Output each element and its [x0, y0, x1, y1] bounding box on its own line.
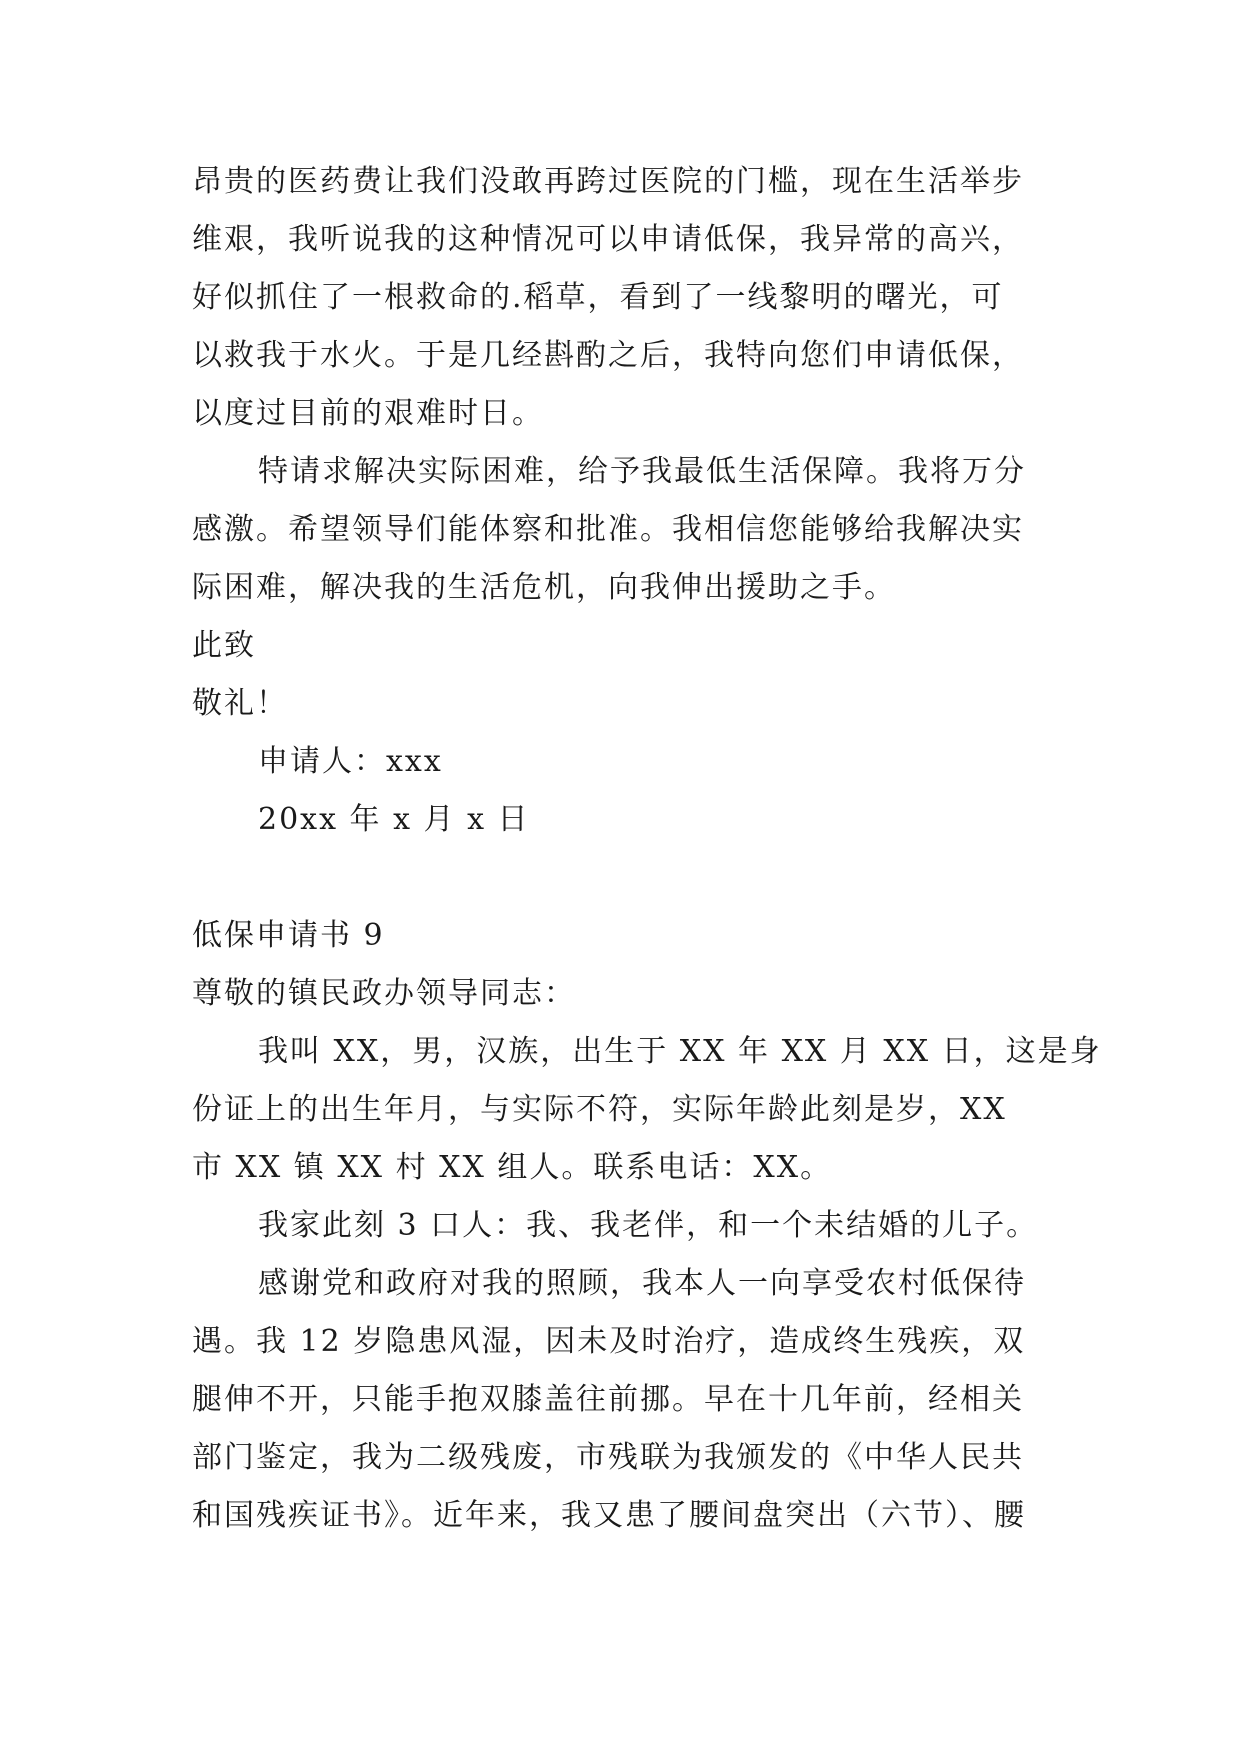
text-line: 和国残疾证书》。近年来，我又患了腰间盘突出（六节）、腰	[192, 1498, 1026, 1533]
text-line: 遇。我 12 岁隐患风湿，因未及时治疗，造成终生残疾，双	[192, 1324, 1026, 1359]
text-line: 腿伸不开，只能手抱双膝盖往前挪。早在十几年前，经相关	[192, 1382, 1024, 1417]
text-line: 好似抓住了一根救命的.稻草，看到了一线黎明的曙光，可	[192, 280, 1004, 315]
closing-line: 此致	[192, 628, 256, 663]
text-line: 我叫 XX，男，汉族，出生于 XX 年 XX 月 XX 日，这是身	[258, 1034, 1102, 1069]
text-line: 昂贵的医药费让我们没敢再跨过医院的门槛，现在生活举步	[192, 164, 1024, 199]
text-line: 以救我于水火。于是几经斟酌之后，我特向您们申请低保，	[192, 338, 1024, 373]
text-line: 感激。希望领导们能体察和批准。我相信您能够给我解决实	[192, 512, 1024, 547]
text-line: 维艰，我听说我的这种情况可以申请低保，我异常的高兴，	[192, 222, 1024, 257]
text-line: 感谢党和政府对我的照顾，我本人一向享受农村低保待	[258, 1266, 1026, 1301]
date-line: 20xx 年 x 月 x 日	[258, 802, 530, 837]
section-title: 低保申请书 9	[192, 918, 385, 953]
text-line: 部门鉴定，我为二级残废，市残联为我颁发的《中华人民共	[192, 1440, 1024, 1475]
text-line: 市 XX 镇 XX 村 XX 组人。联系电话：XX。	[192, 1150, 833, 1185]
text-line: 以度过目前的艰难时日。	[192, 396, 544, 431]
text-line: 特请求解决实际困难，给予我最低生活保障。我将万分	[258, 454, 1026, 489]
applicant-line: 申请人：xxx	[258, 744, 443, 779]
text-line: 际困难，解决我的生活危机，向我伸出援助之手。	[192, 570, 896, 605]
closing-line: 敬礼！	[192, 686, 288, 721]
text-line: 份证上的出生年月，与实际不符，实际年龄此刻是岁，XX	[192, 1092, 1007, 1127]
text-line: 我家此刻 3 口人：我、我老伴，和一个未结婚的儿子。	[258, 1208, 1039, 1243]
salutation: 尊敬的镇民政办领导同志：	[192, 976, 576, 1011]
